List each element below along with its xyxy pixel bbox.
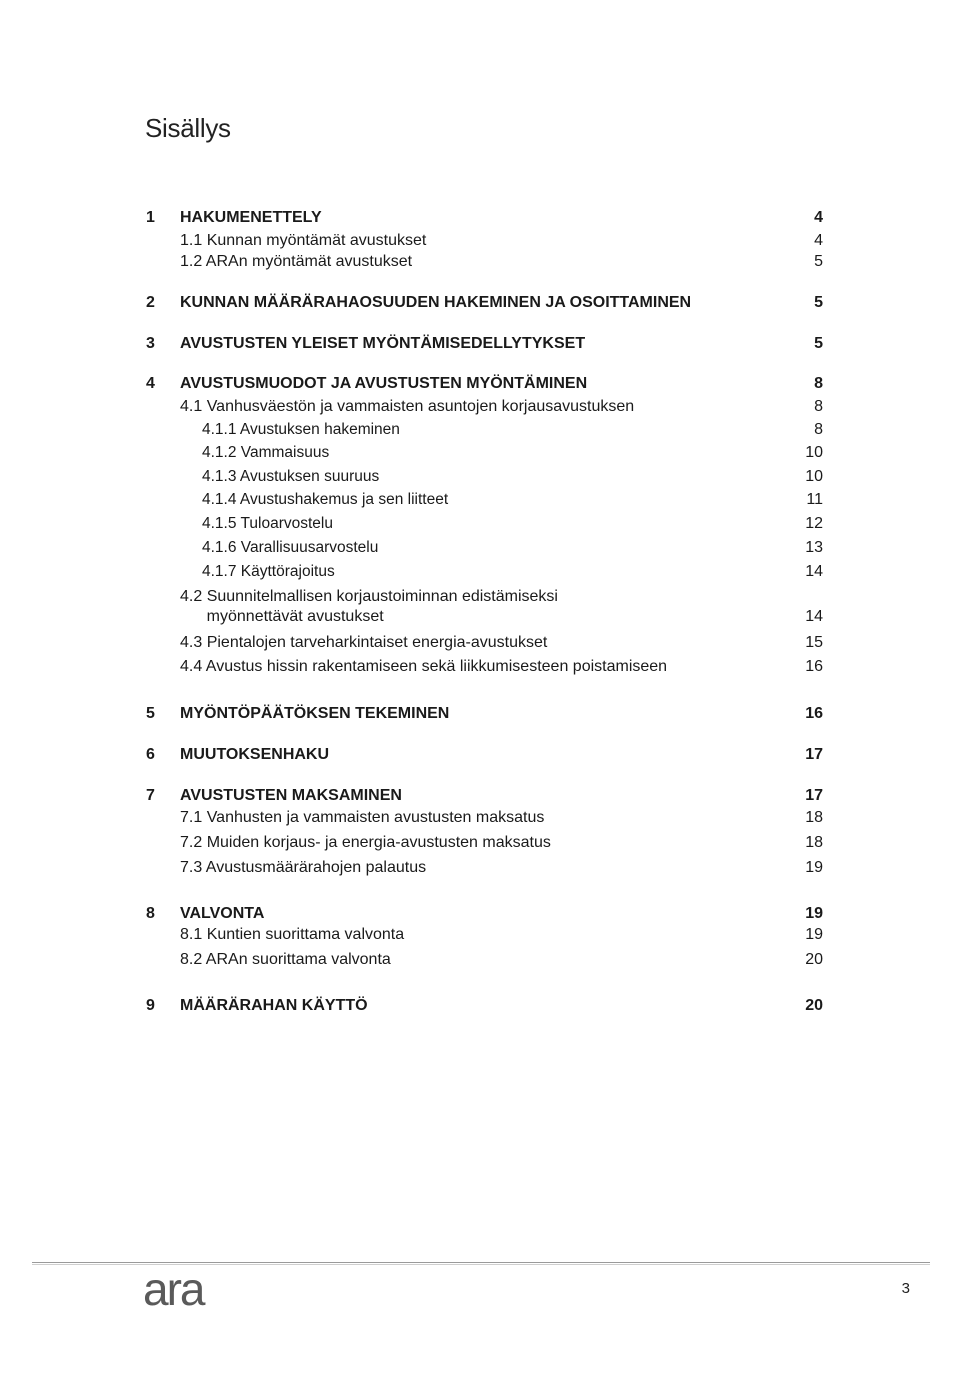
toc-entry-label: 4.3 Pientalojen tarveharkintaiset energia-avustukset bbox=[180, 634, 548, 651]
toc-entry-label: 7.2 Muiden korjaus- ja energia-avustusten maksatus bbox=[180, 834, 551, 851]
toc-entry-label: KUNNAN MÄÄRÄRAHAOSUUDEN HAKEMINEN JA OSOITTAMINEN bbox=[180, 294, 692, 311]
toc-entry-number: 9 bbox=[146, 997, 155, 1014]
toc-entry-number: 3 bbox=[146, 335, 155, 352]
toc-entry[interactable] bbox=[0, 656, 960, 678]
toc-entry-label: MYÖNTÖPÄÄTÖKSEN TEKEMINEN bbox=[180, 705, 450, 722]
toc-entry-label: MUUTOKSENHAKU bbox=[180, 746, 330, 763]
toc-entry-number: 7 bbox=[146, 787, 155, 804]
toc-entry-label: 4.1.6 Varallisuusarvostelu bbox=[202, 539, 379, 556]
toc-entry[interactable] bbox=[0, 333, 960, 355]
toc-entry-page: 5 bbox=[814, 253, 823, 270]
toc-entry-page: 18 bbox=[805, 809, 823, 826]
toc-entry[interactable] bbox=[0, 251, 960, 273]
toc-entry[interactable] bbox=[0, 396, 960, 418]
toc-entry-label: AVUSTUSTEN MAKSAMINEN bbox=[180, 787, 402, 804]
toc-entry[interactable] bbox=[0, 466, 960, 488]
page-number: 3 bbox=[901, 1280, 910, 1297]
toc-entry-page: 14 bbox=[805, 608, 823, 625]
toc-entry[interactable] bbox=[0, 292, 960, 314]
toc-entry[interactable] bbox=[0, 703, 960, 725]
toc-entry[interactable] bbox=[0, 207, 960, 229]
toc-entry-page: 20 bbox=[805, 951, 823, 968]
toc-entry[interactable] bbox=[0, 807, 960, 829]
toc-entry-page: 17 bbox=[805, 746, 823, 763]
toc-entry[interactable] bbox=[0, 857, 960, 879]
toc-entry-number: 6 bbox=[146, 746, 155, 763]
toc-entry[interactable] bbox=[0, 230, 960, 252]
toc-entry-label: myönnettävät avustukset bbox=[180, 608, 384, 625]
toc-entry-label: 7.1 Vanhusten ja vammaisten avustusten maksatus bbox=[180, 809, 545, 826]
toc-entry-label: 4.1.5 Tuloarvostelu bbox=[202, 515, 333, 532]
toc-entry-number: 8 bbox=[146, 905, 155, 922]
toc-entry-number: 4 bbox=[146, 375, 155, 392]
toc-entry-number: 5 bbox=[146, 705, 155, 722]
toc-entry-page: 15 bbox=[805, 634, 823, 651]
toc-entry-page: 10 bbox=[805, 444, 823, 461]
toc-entry-page: 8 bbox=[814, 375, 823, 392]
toc-entry[interactable] bbox=[0, 561, 960, 583]
toc-entry-number: 1 bbox=[146, 209, 155, 226]
toc-entry-page: 10 bbox=[805, 468, 823, 485]
toc-entry[interactable] bbox=[0, 586, 960, 608]
toc-entry-page: 19 bbox=[805, 859, 823, 876]
toc-entry[interactable] bbox=[0, 949, 960, 971]
toc-entry-label: 4.1.4 Avustushakemus ja sen liitteet bbox=[202, 491, 449, 508]
toc-entry-page: 12 bbox=[805, 515, 823, 532]
toc-entry-page: 16 bbox=[805, 658, 823, 675]
toc-entry[interactable] bbox=[0, 513, 960, 535]
toc-entry-page: 13 bbox=[805, 539, 823, 556]
toc-entry-page: 8 bbox=[814, 398, 823, 415]
toc-entry-page: 5 bbox=[814, 294, 823, 311]
toc-entry[interactable] bbox=[0, 903, 960, 925]
toc-entry-label: 4.4 Avustus hissin rakentamiseen sekä liikkumisesteen poistamiseen bbox=[180, 658, 668, 675]
toc-entry-page: 11 bbox=[806, 491, 823, 508]
toc-entry-label: VALVONTA bbox=[180, 905, 265, 922]
toc-entry-label: 4.1.7 Käyttörajoitus bbox=[202, 563, 335, 580]
toc-entry[interactable] bbox=[0, 537, 960, 559]
toc-entry[interactable] bbox=[0, 419, 960, 441]
toc-entry-label: 4.2 Suunnitelmallisen korjaustoiminnan edistämiseksi bbox=[180, 588, 558, 605]
toc-entry-label: 4.1.1 Avustuksen hakeminen bbox=[202, 421, 400, 438]
toc-entry-label: HAKUMENETTELY bbox=[180, 209, 322, 226]
toc-entry-label: 7.3 Avustusmäärärahojen palautus bbox=[180, 859, 427, 876]
toc-entry[interactable] bbox=[0, 744, 960, 766]
toc-entry-page: 16 bbox=[805, 705, 823, 722]
toc-entry[interactable] bbox=[0, 785, 960, 807]
toc-entry[interactable] bbox=[0, 442, 960, 464]
toc-entry-label: 1.2 ARAn myöntämät avustukset bbox=[180, 253, 413, 270]
page-title: Sisällys bbox=[145, 113, 231, 143]
toc-entry[interactable] bbox=[0, 489, 960, 511]
toc-entry[interactable] bbox=[0, 606, 960, 628]
toc-entry-page: 17 bbox=[805, 787, 823, 804]
ara-logo: ara bbox=[143, 1263, 204, 1315]
toc-entry-label: 1.1 Kunnan myöntämät avustukset bbox=[180, 232, 427, 249]
toc-entry-page: 19 bbox=[805, 905, 823, 922]
toc-entry[interactable] bbox=[0, 995, 960, 1017]
toc-entry-label: AVUSTUSTEN YLEISET MYÖNTÄMISEDELLYTYKSET bbox=[180, 335, 586, 352]
toc-entry[interactable] bbox=[0, 373, 960, 395]
toc-entry[interactable] bbox=[0, 924, 960, 946]
toc-entry-label: 4.1.2 Vammaisuus bbox=[202, 444, 330, 461]
toc-entry-label: 8.1 Kuntien suorittama valvonta bbox=[180, 926, 405, 943]
toc-entry-label: 4.1 Vanhusväestön ja vammaisten asuntojen korjausavustuksen bbox=[180, 398, 635, 415]
toc-entry-page: 20 bbox=[805, 997, 823, 1014]
toc-entry-label: MÄÄRÄRAHAN KÄYTTÖ bbox=[180, 997, 368, 1014]
toc-entry-label: 8.2 ARAn suorittama valvonta bbox=[180, 951, 391, 968]
toc-entry-number: 2 bbox=[146, 294, 155, 311]
toc-entry-page: 5 bbox=[814, 335, 823, 352]
toc-entry-page: 8 bbox=[814, 421, 823, 438]
toc-entry-page: 4 bbox=[814, 209, 823, 226]
toc-entry[interactable] bbox=[0, 632, 960, 654]
toc-entry-label: 4.1.3 Avustuksen suuruus bbox=[202, 468, 380, 485]
toc-entry-page: 14 bbox=[805, 563, 823, 580]
toc-entry-label: AVUSTUSMUODOT JA AVUSTUSTEN MYÖNTÄMINEN bbox=[180, 375, 588, 392]
toc-entry-page: 18 bbox=[805, 834, 823, 851]
toc-entry-page: 19 bbox=[805, 926, 823, 943]
toc-entry-page: 4 bbox=[814, 232, 823, 249]
toc-entry[interactable] bbox=[0, 832, 960, 854]
